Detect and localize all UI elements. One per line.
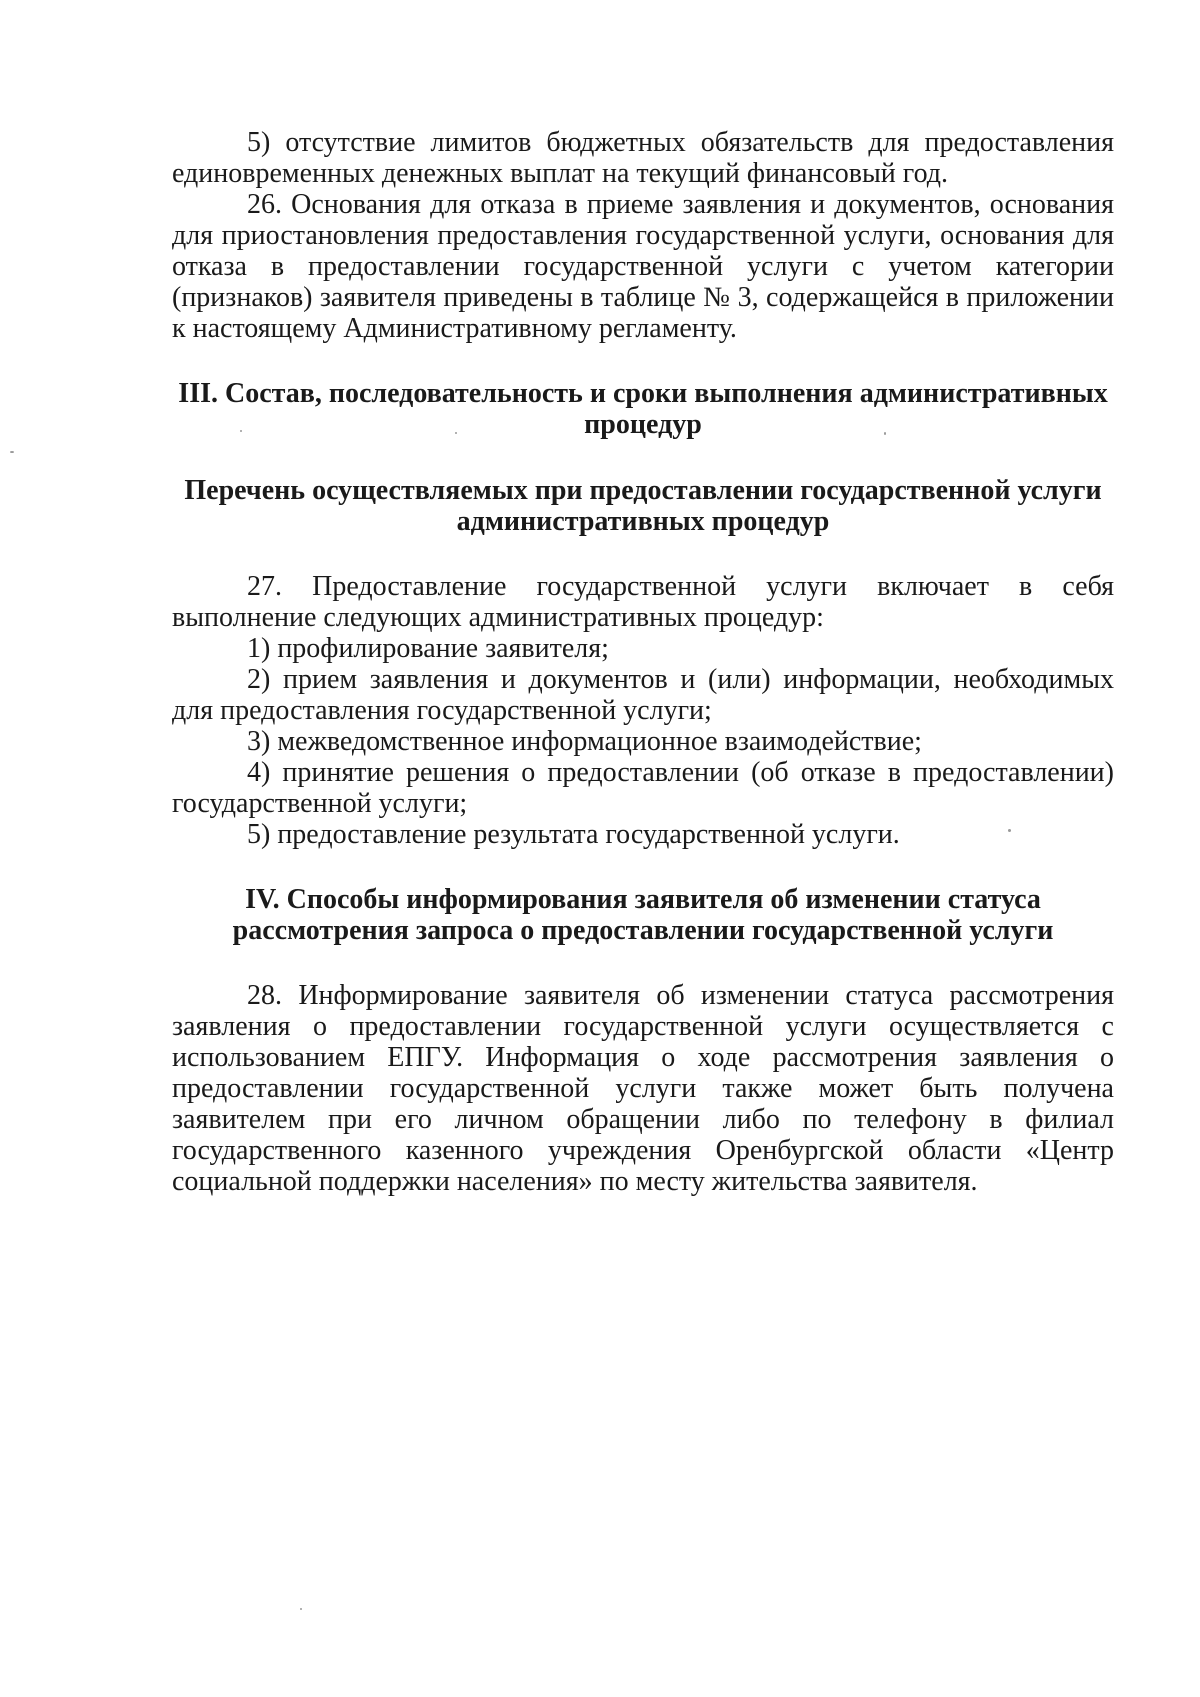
paragraph-26-refusal-grounds: 26. Основания для отказа в приеме заявления и документов, основания для приостановления предоставления государственной услуги, основания для отказа в предоставлении государственной услуги с учетом категории (признаков) заявителя приведены в таблице № 3, содержащейся в приложении к настоящему Административному регламенту. <box>172 189 1114 344</box>
scan-speck <box>300 1608 302 1610</box>
section-3-heading: III. Состав, последовательность и сроки выполнения административных процедур <box>178 378 1108 440</box>
paragraph-27-procedures: 27. Предоставление государственной услуги включает в себя выполнение следующих административных процедур: <box>172 571 1114 633</box>
procedure-item-result-delivery: 5) предоставление результата государственной услуги. <box>247 819 900 850</box>
section-4-heading: IV. Способы информирования заявителя об изменении статуса рассмотрения запроса о предоставлении государственной услуги <box>232 884 1054 946</box>
document-body <box>172 127 1114 1197</box>
paragraph-item-5-limits: 5) отсутствие лимитов бюджетных обязательств для предоставления единовременных денежных выплат на текущий финансовый год. <box>172 127 1114 189</box>
procedure-item-application-intake: 2) прием заявления и документов и (или) информации, необходимых для предоставления государственной услуги; <box>172 664 1114 726</box>
procedures-list-heading: Перечень осуществляемых при предоставлении государственной услуги административных процедур <box>184 475 1102 537</box>
procedure-item-decision: 4) принятие решения о предоставлении (об отказе в предоставлении) государственной услуги; <box>172 757 1114 819</box>
scan-speck <box>10 451 14 453</box>
procedure-item-profiling: 1) профилирование заявителя; <box>247 633 609 664</box>
procedure-item-interagency-interaction: 3) межведомственное информационное взаимодействие; <box>247 726 922 757</box>
paragraph-28-status-notification: 28. Информирование заявителя об изменении статуса рассмотрения заявления о предоставлении государственной услуги осуществляется с использованием ЕПГУ. Информация о ходе рассмотрения заявления о предоставлении государственной услуги также может быть получена заявителем при его личном обращении либо по телефону в филиал государственного казенного учреждения Оренбургской области «Центр социальной поддержки населения» по месту жительства заявителя. <box>172 980 1114 1197</box>
